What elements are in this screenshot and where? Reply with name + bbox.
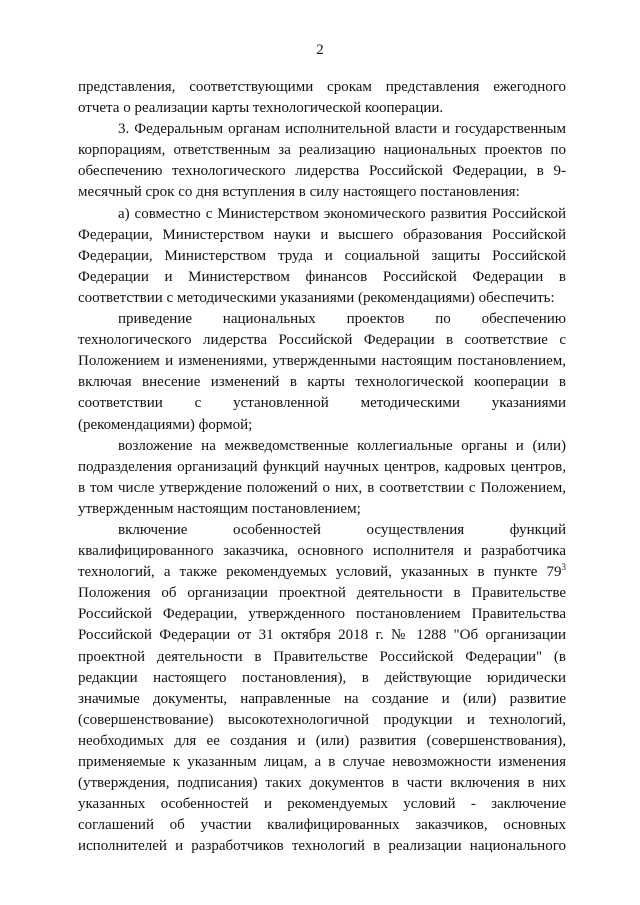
paragraph-subitem-a: а) совместно с Министерством экономического развития Российской Федерации, Министерством науки и высшего образования Российской Федерации, Министерством труда и социальной защиты Российской Федерации и Министерством финансов Российской Федерации в соответствии с методическими указаниями (рекомендациями) обеспечить: (78, 205, 566, 306)
page-number: 2 (316, 42, 324, 58)
footnote-superscript: 3 (561, 562, 566, 573)
paragraph-continuation: представления, соответствующими срокам представления ежегодного отчета о реализации карты технологической кооперации. (78, 79, 566, 117)
paragraph-alignment: приведение национальных проектов по обеспечению технологического лидерства Российской Федерации в соответствие с Положением и изменениями, утвержденными настоящим постановлением, включая внесение изменений в карты технологической кооперации в соответствии с установленной методическими указаниями (рекомендациями) формой; (78, 311, 566, 433)
paragraph-item-3: 3. Федеральным органам исполнительной власти и государственным корпорациям, ответственным за реализацию национальных проектов по обеспечению технологического лидерства Российской Федерации, в 9-месячный срок со дня вступления в силу настоящего постановления: (78, 121, 566, 201)
paragraph-assignment: возложение на межведомственные коллегиальные органы и (или) подразделения организаций функций научных центров, кадровых центров, в том числе утверждение положений о них, в соответствии с Положением, утвержденным настоящим постановлением; (78, 437, 566, 517)
paragraph-inclusion (78, 520, 566, 858)
document-body (78, 77, 566, 857)
inclusion-text-start: включение особенностей осуществления функций квалифицированного заказчика, основного исполнителя и разработчика технологий, а также рекомендуемых условий, указанных в пункте 79 (78, 521, 566, 581)
inclusion-text-end: Положения об организации проектной деятельности в Правительстве Российской Федерации, утвержденного постановлением Правительства Российской Федерации от 31 октября 2018 г. № 1288 "Об организации проектной деятельности в Правительстве Российской Федерации" (в редакции настоящего постановления), в действующие юридически значимые документы, направленные на создание и (или) развитие (совершенствование) высокотехнологичной продукции и технологий, необходимых для ее создания и (или) развития (совершенствования), применяемые к указанным лицам, а в случае невозможности изменения (утверждения, подписания) таких документов в части включения в них указанных особенностей и рекомендуемых условий - заключение соглашений об участии квалифицированных заказчиков, основных исполнителей и разработчиков технологий в реализации национального (78, 585, 566, 855)
